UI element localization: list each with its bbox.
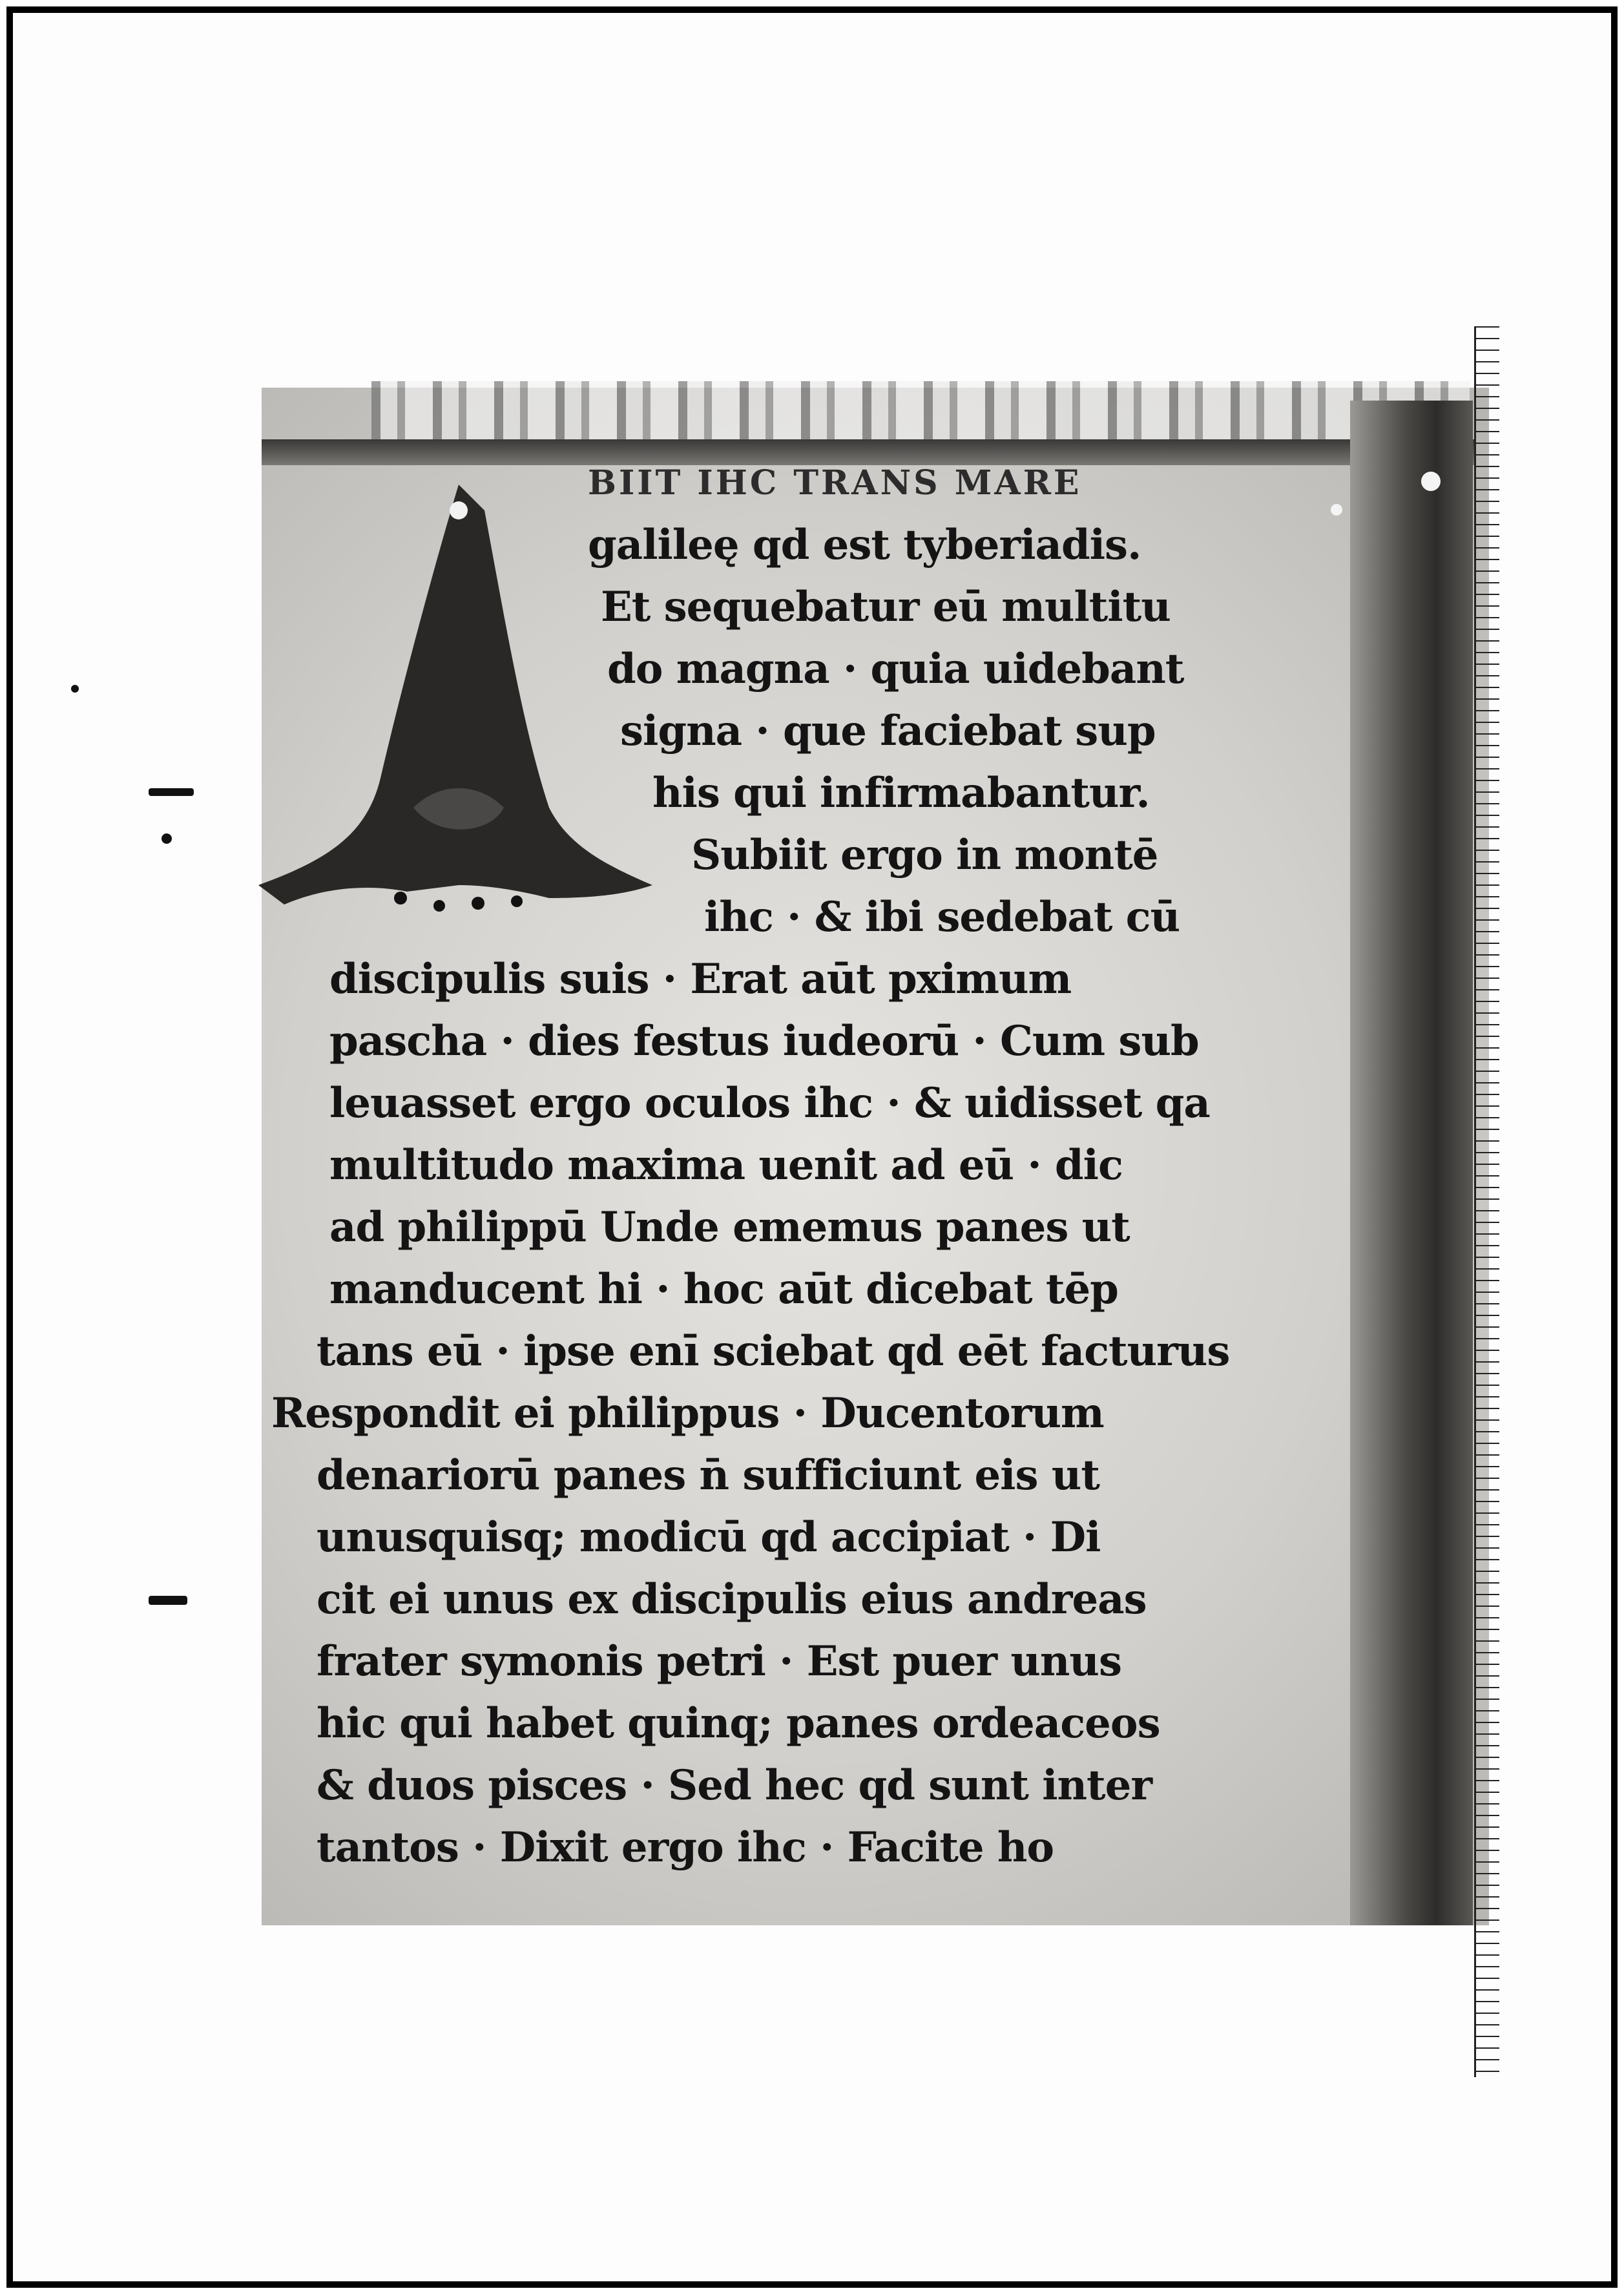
manuscript-line: leuasset ergo oculos ihc · & uidisset qa — [329, 1079, 1210, 1127]
ink-speck — [71, 685, 79, 693]
manuscript-line: unusquisq; modicū qd accipiat · Di — [317, 1513, 1101, 1562]
manuscript-line: pascha · dies festus iudeorū · Cum sub — [329, 1017, 1199, 1065]
manuscript-line: tans eū · ipse enī sciebat qd eēt facturus — [317, 1327, 1230, 1376]
manuscript-line: multitudo maxima uenit ad eū · dic — [329, 1141, 1123, 1189]
paper-hole — [1331, 504, 1342, 516]
manuscript-line: his qui infirmabantur. — [652, 769, 1150, 817]
manuscript-line: ihc · & ibi sedebat cū — [704, 893, 1180, 941]
manuscript-line: galileę qd est tyberiadis. — [588, 521, 1141, 569]
manuscript-line: hic qui habet quinq; panes ordeaceos — [317, 1699, 1160, 1748]
measurement-scale — [1474, 326, 1499, 2077]
manuscript-line: Subiit ergo in montē — [691, 831, 1158, 879]
ink-speck — [161, 833, 172, 844]
manuscript-line: & duos pisces · Sed hec qd sunt inter — [317, 1761, 1152, 1810]
manuscript-line: Respondit ei philippus · Ducentorum — [271, 1389, 1104, 1438]
manuscript-line: cit ei unus ex discipulis eius andreas — [317, 1575, 1147, 1624]
manuscript-line: denariorū panes n̄ sufficiunt eis ut — [317, 1451, 1099, 1500]
ink-speck — [149, 788, 194, 796]
manuscript-line: do magna · quia uidebant — [607, 645, 1184, 693]
ink-speck — [149, 1596, 187, 1605]
manuscript-line: ad philippū Unde ememus panes ut — [329, 1203, 1130, 1251]
manuscript-line: Et sequebatur eū multitu — [601, 583, 1171, 631]
binding-shadow — [1350, 401, 1473, 1925]
manuscript-line: tantos · Dixit ergo ihc · Facite ho — [317, 1823, 1054, 1872]
paper-hole — [1421, 472, 1441, 491]
manuscript-line: frater symonis petri · Est puer unus — [317, 1637, 1121, 1686]
manuscript-line: signa · que faciebat sup — [620, 707, 1156, 755]
manuscript-line: discipulis suis · Erat aūt pximum — [329, 955, 1072, 1003]
damaged-top-margin — [371, 381, 1470, 439]
manuscript-line: manducent hi · hoc aūt dicebat tēp — [329, 1265, 1118, 1313]
manuscript-line: BIIT IHC TRANS MARE — [588, 463, 1082, 503]
